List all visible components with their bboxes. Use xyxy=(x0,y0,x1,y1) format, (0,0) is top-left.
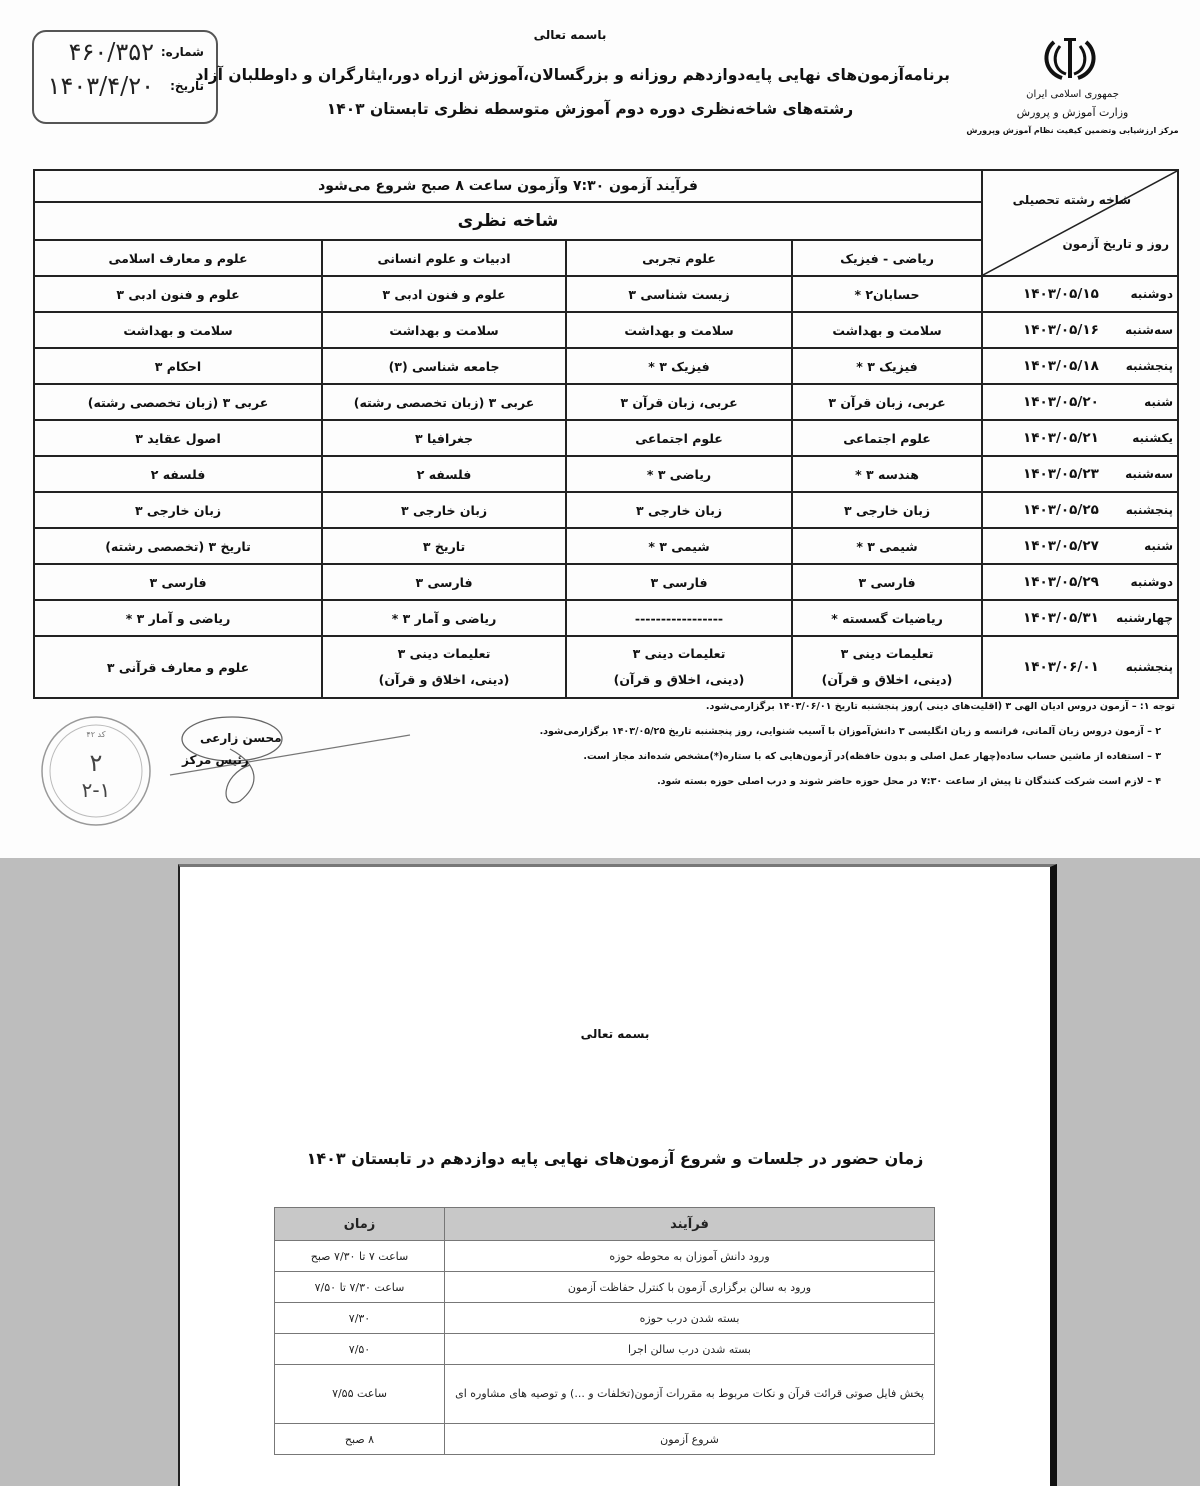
table-row xyxy=(34,276,1178,312)
subject-cell: تاریخ ۳ xyxy=(322,528,566,564)
day-date-cell xyxy=(982,384,1178,420)
attendance-title: زمان حضور در جلسات و شروع آزمون‌های نهایی پایه دوازدهم در تابستان ۱۴۰۳ xyxy=(306,1149,924,1168)
attendance-row xyxy=(275,1272,935,1303)
exam-date: ۱۴۰۳/۰۵/۳۱ xyxy=(1023,610,1099,626)
subject-line: (دینی، اخلاق و قرآن) xyxy=(821,672,953,687)
time-cell: ساعت ۷ تا ۷/۳۰ صبح xyxy=(275,1241,445,1272)
subject-cell: فلسفه ۲ xyxy=(322,456,566,492)
column-header: علوم تجربی xyxy=(566,240,792,276)
document-title-line2: رشته‌های شاخه‌نظری دوره دوم آموزش متوسطه نظری تابستان ۱۴۰۳ xyxy=(326,100,854,118)
day-name: دوشنبه xyxy=(1130,575,1174,589)
subject-cell: جامعه شناسی (۳) xyxy=(322,348,566,384)
day-date-cell xyxy=(982,420,1178,456)
subject-cell: علوم و فنون ادبی ۳ xyxy=(322,276,566,312)
process-cell: ورود به سالن برگزاری آزمون با کنترل حفاظت آزمون xyxy=(445,1272,935,1303)
reference-box xyxy=(32,30,218,124)
attendance-row xyxy=(275,1241,935,1272)
day-date-cell xyxy=(982,312,1178,348)
table-row xyxy=(34,420,1178,456)
subject-cell: فارسی ۳ xyxy=(792,564,982,600)
subject-cell: سلامت و بهداشت xyxy=(792,312,982,348)
subject-cell: علوم و معارف قرآنی ۳ xyxy=(34,636,322,698)
process-cell: بسته شدن درب سالن اجرا xyxy=(445,1334,935,1365)
subject-cell: شیمی ۳ * xyxy=(792,528,982,564)
exam-date: ۱۴۰۳/۰۵/۲۹ xyxy=(1023,574,1099,590)
process-cell: بسته شدن درب حوزه xyxy=(445,1303,935,1334)
table-row xyxy=(34,456,1178,492)
subject-cell: حسابان۲ * xyxy=(792,276,982,312)
note-item: ۲ – آزمون دروس زبان آلمانی، فرانسه و زبان انگلیسی ۳ دانش‌آموزان با آسیب شنوایی، روز پنجشنبه تاریخ ۱۴۰۳/۰۵/۲۵ برگزارمی‌شود. xyxy=(539,726,1161,737)
exam-schedule-table xyxy=(33,169,1179,699)
day-name: چهارشنبه xyxy=(1116,611,1174,625)
exam-date: ۱۴۰۳/۰۵/۱۶ xyxy=(1023,322,1099,338)
subject-cell: سلامت و بهداشت xyxy=(34,312,322,348)
subject-cell: ریاضیات گسسته * xyxy=(792,600,982,636)
note-item: توجه ۱: – آزمون دروس ادیان الهی ۳ (اقلیت‌های دینی )روز پنجشنبه تاریخ ۱۴۰۳/۰۶/۰۱ برگزارمی‌شود. xyxy=(705,701,1175,712)
subject-cell xyxy=(566,636,792,698)
day-name: شنبه xyxy=(1144,395,1174,409)
exam-date: ۱۴۰۳/۰۵/۲۳ xyxy=(1023,466,1099,482)
basmala: باسمه تعالی xyxy=(533,28,607,42)
reference-date-label: تاریخ: xyxy=(170,79,204,93)
table-row xyxy=(34,348,1178,384)
reference-number-label: شماره: xyxy=(160,45,204,59)
notes xyxy=(500,694,1175,794)
subject-cell: تاریخ ۳ (تخصصی رشته) xyxy=(34,528,322,564)
day-date-cell xyxy=(982,528,1178,564)
column-header: ادبیات و علوم انسانی xyxy=(322,240,566,276)
subject-cell xyxy=(792,636,982,698)
subject-cell: عربی ۳ (زبان تخصصی رشته) xyxy=(322,384,566,420)
table-row xyxy=(34,312,1178,348)
subject-cell: ریاضی ۳ * xyxy=(566,456,792,492)
day-name: پنجشنبه xyxy=(1125,503,1174,517)
stamp-code: کد ۴۲ xyxy=(86,730,106,739)
table-row xyxy=(34,636,1178,698)
table-row xyxy=(34,492,1178,528)
signatory-title: رئیس مرکز xyxy=(182,753,249,767)
exam-date: ۱۴۰۳/۰۵/۲۱ xyxy=(1023,430,1099,446)
attendance-document xyxy=(178,864,1057,1486)
exam-date: ۱۴۰۳/۰۶/۰۱ xyxy=(1023,659,1099,675)
subject-cell: عربی، زبان قرآن ۳ xyxy=(566,384,792,420)
emblem-icon xyxy=(1040,34,1100,82)
time-cell: ساعت ۷/۵۵ xyxy=(275,1365,445,1424)
exam-date: ۱۴۰۳/۰۵/۱۸ xyxy=(1023,358,1099,374)
attendance-header-row xyxy=(275,1208,935,1241)
day-date-cell xyxy=(982,456,1178,492)
day-name: شنبه xyxy=(1144,539,1174,553)
subject-cell: سلامت و بهداشت xyxy=(566,312,792,348)
table-row xyxy=(34,384,1178,420)
note-item: ۳ – استفاده از ماشین حساب ساده(چهار عمل اصلی و بدون حافظه)در آزمون‌هایی که با ستاره(*)مشخص شده‌اند مجاز است. xyxy=(583,751,1161,762)
subject-line: تعلیمات دینی ۳ xyxy=(632,646,726,661)
stamp-number: ۲ xyxy=(89,749,103,777)
time-cell: ۸ صبح xyxy=(275,1424,445,1455)
day-date-cell xyxy=(982,348,1178,384)
table-corner-header xyxy=(982,170,1178,276)
subject-cell: ریاضی و آمار ۳ * xyxy=(322,600,566,636)
process-cell: ورود دانش آموزان به محوطه حوزه xyxy=(445,1241,935,1272)
signatory-name: محسن زارعی xyxy=(200,731,282,745)
subject-cell xyxy=(322,636,566,698)
org-line1: جمهوری اسلامی ایران xyxy=(1026,89,1119,100)
subject-cell: اصول عقاید ۳ xyxy=(34,420,322,456)
day-name: یکشنبه xyxy=(1132,431,1174,445)
column-header-time: زمان xyxy=(275,1208,445,1241)
table-row xyxy=(34,564,1178,600)
subject-cell: ----------------- xyxy=(566,600,792,636)
corner-diagonal-line xyxy=(983,171,1177,275)
day-date-cell xyxy=(982,564,1178,600)
subject-cell: زبان خارجی ۳ xyxy=(566,492,792,528)
exam-date: ۱۴۰۳/۰۵/۲۰ xyxy=(1023,394,1099,410)
org-line3: مرکز ارزشیابی وتضمین کیفیت نظام آموزش وپرورش xyxy=(966,126,1179,135)
subject-cell: ریاضی و آمار ۳ * xyxy=(34,600,322,636)
column-header-process: فرآیند xyxy=(445,1208,935,1241)
day-name: سه‌شنبه xyxy=(1125,323,1174,337)
subject-cell: زیست شناسی ۳ xyxy=(566,276,792,312)
table-row xyxy=(34,600,1178,636)
subject-cell: زبان خارجی ۳ xyxy=(322,492,566,528)
column-header: ریاضی - فیزیک xyxy=(792,240,982,276)
subject-cell: زبان خارجی ۳ xyxy=(34,492,322,528)
subject-cell: فیزیک ۳ * xyxy=(792,348,982,384)
subject-cell: عربی ۳ (زبان تخصصی رشته) xyxy=(34,384,322,420)
day-date-cell xyxy=(982,276,1178,312)
time-cell: ساعت ۷/۳۰ تا ۷/۵۰ xyxy=(275,1272,445,1303)
attendance-row xyxy=(275,1365,935,1424)
subject-cell: فلسفه ۲ xyxy=(34,456,322,492)
day-date-cell xyxy=(982,636,1178,698)
subject-cell: فارسی ۳ xyxy=(34,564,322,600)
official-stamp xyxy=(38,713,154,829)
subject-cell: فیزیک ۳ * xyxy=(566,348,792,384)
time-cell: ۷/۵۰ xyxy=(275,1334,445,1365)
subject-cell: زبان خارجی ۳ xyxy=(792,492,982,528)
table-row xyxy=(34,528,1178,564)
time-cell: ۷/۳۰ xyxy=(275,1303,445,1334)
org-line2: وزارت آموزش و پرورش xyxy=(1016,106,1129,119)
exam-date: ۱۴۰۳/۰۵/۲۵ xyxy=(1023,502,1099,518)
subject-cell: شیمی ۳ * xyxy=(566,528,792,564)
subject-line: تعلیمات دینی ۳ xyxy=(397,646,491,661)
organization-block xyxy=(960,86,1185,140)
day-date-cell xyxy=(982,600,1178,636)
day-date-cell xyxy=(982,492,1178,528)
attendance-row xyxy=(275,1303,935,1334)
process-note: فرآیند آزمون ۷:۳۰ وآزمون ساعت ۸ صبح شروع می‌شود xyxy=(34,170,982,202)
reference-date-value: ۱۴۰۳/۴/۲۰ xyxy=(47,72,154,100)
corner-top-label: شاخه رشته تحصیلی xyxy=(1012,193,1132,207)
subject-cell: عربی، زبان قرآن ۳ xyxy=(792,384,982,420)
exam-date: ۱۴۰۳/۰۵/۱۵ xyxy=(1023,286,1099,302)
day-name: دوشنبه xyxy=(1130,287,1174,301)
attendance-row xyxy=(275,1424,935,1455)
subject-cell: جغرافیا ۳ xyxy=(322,420,566,456)
process-cell: پخش فایل صوتی قرائت قرآن و نکات مربوط به مقررات آزمون(تخلفات و ...) و توصیه های مشاوره ای xyxy=(445,1365,935,1424)
day-name: پنجشنبه xyxy=(1125,660,1174,674)
column-header: علوم و معارف اسلامی xyxy=(34,240,322,276)
process-cell: شروع آزمون xyxy=(445,1424,935,1455)
day-name: سه‌شنبه xyxy=(1125,467,1174,481)
subject-cell: علوم اجتماعی xyxy=(566,420,792,456)
subject-cell: احکام ۳ xyxy=(34,348,322,384)
subject-cell: فارسی ۳ xyxy=(566,564,792,600)
subject-line: تعلیمات دینی ۳ xyxy=(840,646,934,661)
branch-header: شاخه نظری xyxy=(34,202,982,240)
basmala: بسمه تعالی xyxy=(580,1027,650,1041)
day-name: پنجشنبه xyxy=(1125,359,1174,373)
attendance-times-table xyxy=(274,1207,935,1455)
reference-number-value: ۴۶۰/۳۵۲ xyxy=(68,38,154,66)
document-title-line1: برنامه‌آزمون‌های نهایی پایه‌دوازدهم روزانه و بزرگسالان،آموزش ازراه دور،ایثارگران و داوطلبان آزاد xyxy=(195,66,950,84)
subject-cell: هندسه ۳ * xyxy=(792,456,982,492)
subject-cell: علوم اجتماعی xyxy=(792,420,982,456)
attendance-row xyxy=(275,1334,935,1365)
corner-bottom-label: روز و تاریخ آزمون xyxy=(1062,237,1170,251)
subject-cell: علوم و فنون ادبی ۳ xyxy=(34,276,322,312)
subject-line: (دینی، اخلاق و قرآن) xyxy=(378,672,510,687)
stamp-subnumber: ۲-۱ xyxy=(81,778,111,802)
subject-cell: فارسی ۳ xyxy=(322,564,566,600)
subject-cell: سلامت و بهداشت xyxy=(322,312,566,348)
subject-line: (دینی، اخلاق و قرآن) xyxy=(613,672,745,687)
note-item: ۴ – لازم است شرکت کنندگان تا پیش از ساعت ۷:۳۰ در محل حوزه حاضر شوند و درب اصلی حوزه بسته شود. xyxy=(657,776,1161,787)
exam-date: ۱۴۰۳/۰۵/۲۷ xyxy=(1023,538,1099,554)
